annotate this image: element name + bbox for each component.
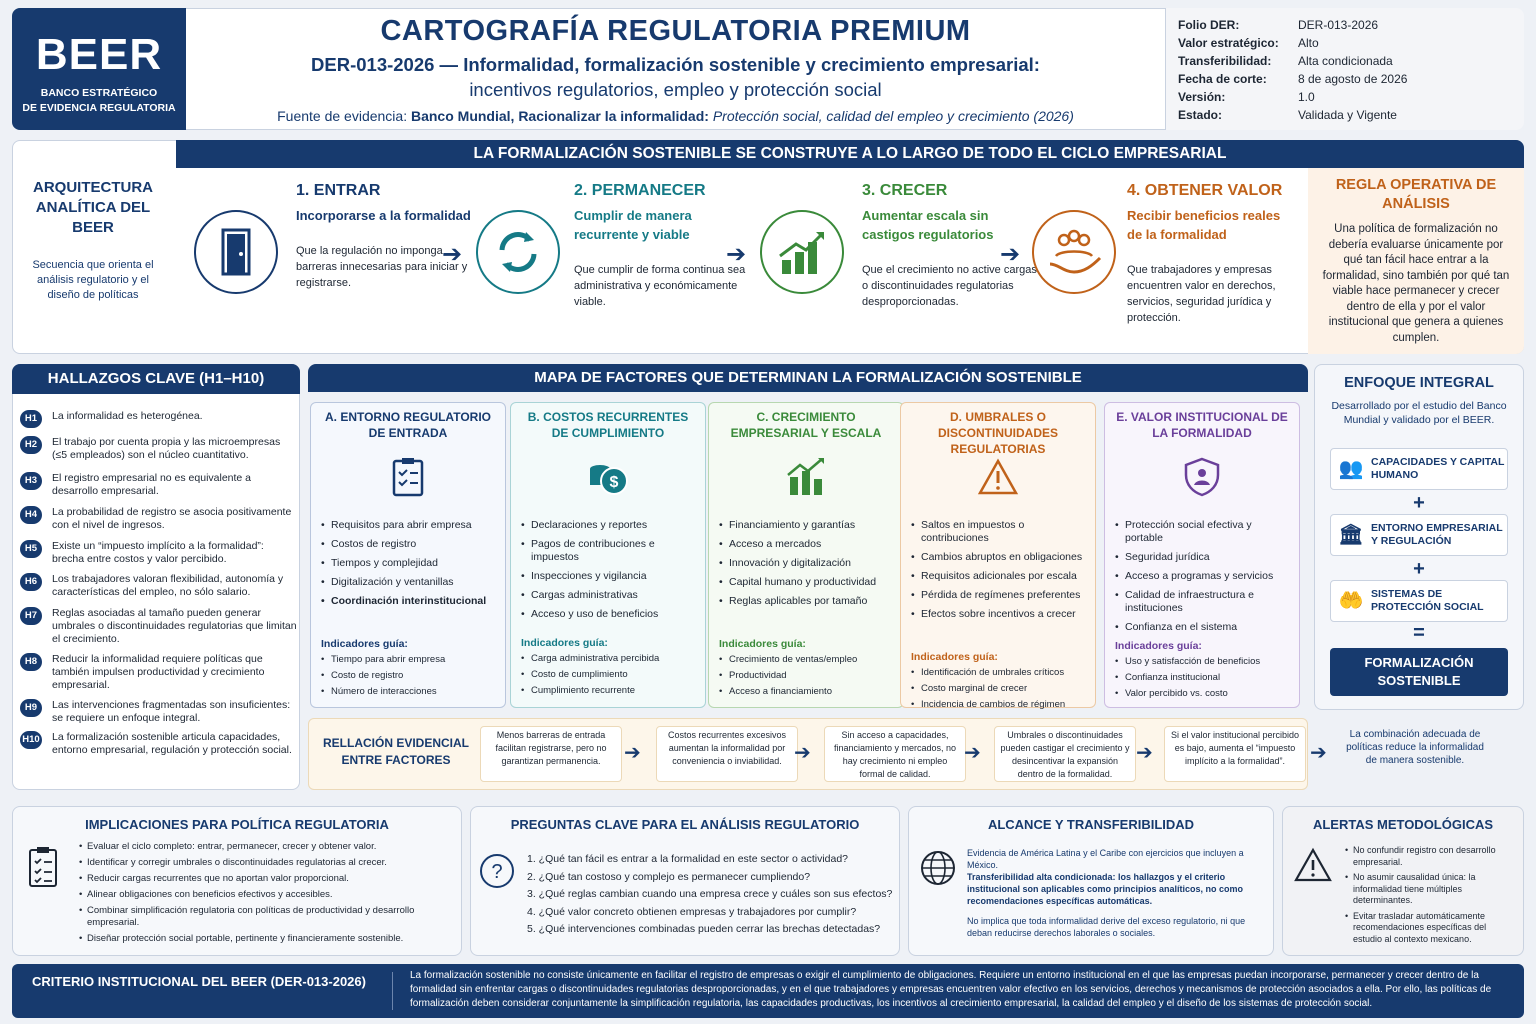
factor-item: • Protección social efectiva y portable (1115, 519, 1289, 545)
svg-text:$: $ (609, 474, 619, 491)
indicator-item: • Tiempo para abrir empresa (321, 654, 495, 666)
meta-value: Alta condicionada (1298, 54, 1393, 68)
factor-list (1115, 519, 1289, 634)
finding-item (20, 731, 298, 757)
criterion-text: La formalización sostenible no consiste únicamente en facilitar el registro de empresas o exigir el cumplimiento de obligaciones. Requiere un entorno institucional en el que las empresas puedan incorporarse, permanecer y crecer dentro de la formalidad sin enfrentar cargas o discontinuidades regulatorias desproporcionadas, y en el que trabajadores y empresas encuentren valor efectivo en los servicios, derechos y mecanismos de protección asociados a ella. Por ello, las políticas de formalización deben considerar conjuntamente la simplificación regulatoria, las capacidades productivas, los incentivos al crecimiento empresarial, la calidad del empleo y el diseño de los sistemas de protección social. (410, 970, 1492, 1009)
meta-key: Fecha de corte: (1178, 72, 1267, 86)
architecture-block (22, 178, 164, 303)
svg-text:?: ? (491, 861, 503, 883)
meta-value: 1.0 (1298, 90, 1315, 104)
indicator-list (911, 667, 1085, 711)
factor-item: • Requisitos para abrir empresa (321, 519, 495, 532)
finding-item (20, 506, 298, 532)
divider (392, 972, 393, 1010)
relation-title: RELLACIÓN EVIDENCIAL ENTRE FACTORES (322, 736, 469, 767)
indicators-label: Indicadores guía: (1115, 640, 1202, 652)
indicator-list (1115, 656, 1289, 700)
question-item: 4. ¿Qué valor concreto obtienen empresas y trabajadores por cumplir? (527, 905, 857, 918)
finding-item (20, 699, 298, 725)
arrow-right-icon: ➔ (1136, 742, 1153, 764)
indicator-list (521, 653, 695, 697)
arrow-right-icon: ➔ (1310, 742, 1327, 764)
institutional-criterion (12, 964, 1524, 1018)
indicators-label: Indicadores guía: (911, 651, 998, 663)
factor-list (719, 519, 893, 608)
rule-title: REGLA OPERATIVA DE ANÁLISIS (1335, 177, 1497, 212)
scope-text (967, 847, 1267, 939)
building-growth-icon (784, 455, 828, 499)
component-label: CAPACIDADES Y CAPITAL HUMANO (1371, 456, 1505, 481)
door-icon (194, 210, 278, 294)
factor-item: • Efectos sobre incentivos a crecer (911, 608, 1085, 621)
finding-tag: H4 (20, 506, 42, 524)
factor-column-entry (310, 402, 506, 708)
meta-value: Validada y Vigente (1298, 108, 1397, 122)
relation-result: La combinación adecuada de políticas reduce la informalidad de manera sostenible. (1346, 729, 1484, 766)
factor-item: • Seguridad jurídica (1115, 551, 1289, 564)
meta-row (1178, 88, 1512, 106)
indicator-item: • Uso y satisfacción de beneficios (1115, 656, 1289, 668)
finding-tag: H1 (20, 410, 42, 428)
hands-protection-icon: 🤲 (1338, 589, 1364, 612)
indicator-item: • Carga administrativa percibida (521, 653, 695, 665)
methodological-alerts (1282, 806, 1524, 956)
finding-text: Reducir la informalidad requiere políticas que también impulsen productividad y crecimiento empresarial. (52, 653, 265, 691)
metadata-panel (1166, 8, 1524, 130)
factor-item: • Inspecciones y vigilancia (521, 570, 695, 583)
component-box (1330, 580, 1508, 622)
alert-item: • No asumir causalidad única: la informalidad tiene múltiples determinantes. (1345, 872, 1517, 907)
meta-key: Versión: (1178, 90, 1226, 104)
indicator-item: • Costo de registro (321, 670, 495, 682)
arrow-right-icon: ➔ (624, 742, 641, 764)
factor-item: • Cargas administrativas (521, 589, 695, 602)
step-title: 1. ENTRAR (296, 182, 381, 199)
step-title: 3. CRECER (862, 182, 948, 199)
implication-item: • Identificar y corregir umbrales o discontinuidades regulatorias al crecer. (79, 857, 459, 869)
cycle-banner: LA FORMALIZACIÓN SOSTENIBLE SE CONSTRUYE A LO LARGO DE TODO EL CICLO EMPRESARIAL (176, 140, 1524, 168)
finding-tag: H8 (20, 653, 42, 671)
factor-item: • Confianza en el sistema (1115, 621, 1289, 634)
finding-tag: H2 (20, 436, 42, 454)
clipboard-checklist-icon (386, 455, 430, 499)
meta-value: Alto (1298, 36, 1319, 50)
step-description: Que la regulación no imponga barreras innecesarias para iniciar y registrarse. (296, 245, 468, 289)
indicator-item: • Número de interacciones (321, 686, 495, 698)
implication-item: • Evaluar el ciclo completo: entrar, permanecer, crecer y obtener valor. (79, 841, 459, 853)
indicator-list (719, 654, 893, 698)
criterion-title: CRITERIO INSTITUCIONAL DEL BEER (DER-013-2026) (32, 974, 366, 989)
factor-item: • Calidad de infraestructura e instituciones (1115, 589, 1289, 615)
indicators-label: Indicadores guía: (321, 638, 408, 650)
source-line (186, 108, 1165, 124)
finding-item (20, 653, 298, 692)
finding-text: Reglas asociadas al tamaño pueden generar umbrales o discontinuidades regulatorias que limitan el crecimiento. (52, 607, 297, 645)
factor-title: A. ENTORNO REGULATORIO DE ENTRADA (324, 410, 491, 440)
rule-text: Una política de formalización no debería evaluarse únicamente por qué tan fácil hace entrar a la formalidad, sino también por qué tan viable hace permanecer y crecer dentro de ella y por el valor institucional que genera a quienes cumplen. (1322, 223, 1510, 344)
component-box (1330, 514, 1508, 556)
factor-item: • Requisitos adicionales por escala (911, 570, 1085, 583)
implication-item: • Combinar simplificación regulatoria con políticas de productividad y desarrollo empresarial. (79, 905, 459, 929)
relation-box: Sin acceso a capacidades, financiamiento y mercados, no hay crecimiento ni empleo formal de calidad. (824, 726, 966, 782)
meta-row (1178, 70, 1512, 88)
factor-item: • Tiempos y complejidad (321, 557, 495, 570)
step-title: 4. OBTENER VALOR (1127, 182, 1283, 199)
indicator-item: • Costo marginal de crecer (911, 683, 1085, 695)
component-box (1330, 448, 1508, 490)
subtitle-line-2: incentivos regulatorios, empleo y protección social (469, 79, 882, 100)
finding-tag: H6 (20, 573, 42, 591)
factor-column-thresholds (900, 402, 1096, 708)
finding-item (20, 573, 298, 599)
factor-item: • Reglas aplicables por tamaño (719, 595, 893, 608)
alert-item: • No confundir registro con desarrollo empresarial. (1345, 845, 1517, 868)
factor-item: • Acceso a mercados (719, 538, 893, 551)
factor-item: • Coordinación interinstitucional (321, 595, 495, 608)
alert-triangle-icon (1293, 847, 1333, 883)
questions-list (527, 851, 897, 939)
indicator-item: • Incidencia de cambios de régimen (911, 699, 1085, 711)
step-subtitle: Cumplir de manera recurrente y viable (574, 208, 692, 242)
arrow-right-icon: ➔ (1000, 241, 1021, 268)
step-description: Que trabajadores y empresas encuentren valor en derechos, servicios, seguridad jurídica y protección. (1127, 264, 1276, 324)
step-value (1127, 182, 1295, 326)
step-subtitle: Incorporarse a la formalidad (296, 208, 471, 223)
question-item: 5. ¿Qué intervenciones combinadas pueden cerrar las brechas detectadas? (527, 923, 881, 935)
question-item: 2. ¿Qué tan costoso y complejo es permanecer cumpliendo? (527, 870, 811, 883)
meta-key: Transferibilidad: (1178, 54, 1272, 68)
finding-text: El registro empresarial no es equivalente a desarrollo empresarial. (52, 472, 252, 497)
architecture-title: ARQUITECTURA ANALÍTICA DEL BEER (33, 179, 153, 236)
implication-item: • Diseñar protección social portable, pertinente y financieramente sostenible. (79, 933, 459, 945)
factor-list (911, 519, 1085, 621)
factors-map-title: MAPA DE FACTORES QUE DETERMINAN LA FORMALIZACIÓN SOSTENIBLE (308, 364, 1308, 392)
finding-item (20, 607, 298, 646)
finding-text: La probabilidad de registro se asocia positivamente con el nivel de ingresos. (52, 506, 292, 531)
step-subtitle: Aumentar escala sin castigos regulatorios (862, 208, 994, 242)
factor-item: • Innovación y digitalización (719, 557, 893, 570)
sustainable-formalization-result: FORMALIZACIÓN SOSTENIBLE (1330, 648, 1508, 696)
indicator-item: • Valor percibido vs. costo (1115, 688, 1289, 700)
integral-subtitle: Desarrollado por el estudio del Banco Mundial y validado por el BEER. (1331, 400, 1507, 426)
factor-item: • Cambios abruptos en obligaciones (911, 551, 1085, 564)
implication-item: • Alinear obligaciones con beneficios efectivos y accesibles. (79, 889, 459, 901)
finding-text: Las intervenciones fragmentadas son insuficientes: se requiere un enfoque integral. (52, 699, 291, 724)
factor-column-growth (708, 402, 904, 708)
shield-person-icon (1180, 455, 1224, 499)
arrow-right-icon: ➔ (794, 742, 811, 764)
finding-text: Los trabajadores valoran flexibilidad, autonomía y características del empleo, no sólo salario. (52, 573, 284, 598)
scope-paragraph: Evidencia de América Latina y el Caribe con ejercicios que incluyen a México. (967, 848, 1244, 870)
meta-value: DER-013-2026 (1298, 18, 1379, 32)
scope-paragraph: Transferibilidad alta condicionada: los hallazgos y el criterio institucional son aplicables como principios analíticos, no como recomendaciones específicas automáticas. (967, 872, 1244, 906)
factor-item: • Saltos en impuestos o contribuciones (911, 519, 1085, 545)
factor-column-costs (510, 402, 706, 708)
arrow-right-icon: ➔ (726, 241, 747, 268)
policy-implications (12, 806, 462, 956)
question-item: 3. ¿Qué reglas cambian cuando una empresa crece y cuáles son sus efectos? (527, 888, 893, 900)
meta-row (1178, 52, 1512, 70)
relation-box: Umbrales o discontinuidades pueden castigar el crecimiento y desincentivar la expansión dentro de la formalidad. (994, 726, 1136, 782)
step-subtitle: Recibir beneficios reales de la formalidad (1127, 208, 1281, 242)
source-bold: Banco Mundial, Racionalizar la informalidad: (410, 108, 713, 124)
alerts-list (1345, 845, 1517, 949)
implications-title: IMPLICACIONES PARA POLÍTICA REGULATORIA (85, 817, 389, 832)
subtitle-line-1: DER-013-2026 — Informalidad, formalización sostenible y crecimiento empresarial: (311, 54, 1040, 75)
meta-key: Valor estratégico: (1178, 36, 1279, 50)
finding-tag: H5 (20, 540, 42, 558)
cycle-arrows-icon (476, 210, 560, 294)
header (186, 8, 1166, 130)
equals-sign: = (1413, 622, 1425, 644)
finding-text: La informalidad es heterogénea. (52, 410, 203, 422)
factor-title: C. CRECIMIENTO EMPRESARIAL Y ESCALA (730, 410, 882, 440)
factor-title: E. VALOR INSTITUCIONAL DE LA FORMALIDAD (1116, 410, 1288, 440)
scope-transferability (908, 806, 1274, 956)
factor-column-value (1104, 402, 1300, 708)
factor-title: D. UMBRALES O DISCONTINUIDADES REGULATORIAS (937, 410, 1058, 456)
factor-item: • Declaraciones y reportes (521, 519, 695, 532)
clipboard-icon (27, 845, 59, 889)
indicator-item: • Costo de cumplimiento (521, 669, 695, 681)
factor-item: • Acceso a programas y servicios (1115, 570, 1289, 583)
step-title: 2. PERMANECER (574, 182, 706, 199)
meta-row (1178, 106, 1512, 124)
arrow-right-icon: ➔ (442, 241, 463, 268)
architecture-subtitle: Secuencia que orienta el análisis regulatorio y el diseño de políticas (32, 259, 154, 301)
logo-line-2: DE EVIDENCIA REGULATORIA (22, 102, 176, 114)
findings-title: HALLAZGOS CLAVE (H1–H10) (12, 364, 300, 394)
implications-list (79, 841, 459, 949)
factor-title: B. COSTOS RECURRENTES DE CUMPLIMIENTO (527, 410, 689, 440)
finding-item (20, 410, 298, 428)
people-group-icon: 👥 (1338, 457, 1364, 480)
coins-dollar-icon (586, 455, 630, 499)
relation-box: Menos barreras de entrada facilitan registrarse, pero no garantizan permanencia. (480, 726, 622, 782)
factor-item: • Financiamiento y garantías (719, 519, 893, 532)
indicator-list (321, 654, 495, 698)
meta-value: 8 de agosto de 2026 (1298, 72, 1408, 86)
questions-title: PREGUNTAS CLAVE PARA EL ANÁLISIS REGULATORIO (510, 817, 860, 832)
source-italic: Protección social, calidad del empleo y crecimiento (2026) (712, 108, 1074, 124)
step-description: Que cumplir de forma continua sea administrativa y económicamente viable. (574, 264, 746, 308)
logo-line-1: BANCO ESTRATÉGICO (40, 87, 158, 99)
indicator-item: • Confianza institucional (1115, 672, 1289, 684)
arrow-right-icon: ➔ (964, 742, 981, 764)
factor-list (521, 519, 695, 621)
globe-icon (919, 849, 957, 887)
finding-item (20, 436, 298, 462)
indicator-item: • Crecimiento de ventas/empleo (719, 654, 893, 666)
alert-item: • Evitar trasladar automáticamente recomendaciones específicas del estudio al contexto mexicano. (1345, 911, 1517, 946)
factor-list (321, 519, 495, 608)
meta-row (1178, 16, 1512, 34)
factor-item: • Pagos de contribuciones e impuestos (521, 538, 695, 564)
meta-key: Estado: (1178, 108, 1223, 122)
integral-title: ENFOQUE INTEGRAL (1344, 375, 1494, 391)
indicators-label: Indicadores guía: (719, 638, 806, 650)
meta-key: Folio DER: (1178, 18, 1240, 32)
component-label: SISTEMAS DE PROTECCIÓN SOCIAL (1371, 588, 1484, 613)
indicator-item: • Cumplimiento recurrente (521, 685, 695, 697)
people-hand-icon (1032, 210, 1116, 294)
finding-tag: H7 (20, 607, 42, 625)
finding-item (20, 540, 298, 566)
meta-row (1178, 34, 1512, 52)
source-label: Fuente de evidencia: (277, 108, 411, 124)
indicators-label: Indicadores guía: (521, 637, 608, 649)
finding-text: El trabajo por cuenta propia y las microempresas (≤5 empleados) son el núcleo cuantitativo. (52, 436, 281, 461)
step-enter (296, 182, 476, 291)
institution-icon: 🏛 (1338, 523, 1364, 546)
question-item: 1. ¿Qué tan fácil es entrar a la formalidad en este sector o actividad? (527, 853, 849, 865)
factor-item: • Acceso y uso de beneficios (521, 608, 695, 621)
implication-item: • Reducir cargas recurrentes que no aportan valor proporcional. (79, 873, 459, 885)
step-description: Que el crecimiento no active cargas o discontinuidades regulatorias desproporcionadas. (862, 264, 1037, 308)
warning-triangle-icon (976, 455, 1020, 499)
component-label: ENTORNO EMPRESARIAL Y REGULACIÓN (1371, 522, 1503, 547)
finding-tag: H9 (20, 699, 42, 717)
factor-item: • Costos de registro (321, 538, 495, 551)
finding-item (20, 472, 298, 498)
operating-rule (1308, 168, 1524, 354)
plus-sign: + (1413, 492, 1425, 514)
scope-title: ALCANCE Y TRANSFERIBILIDAD (987, 817, 1195, 832)
factor-item: • Digitalización y ventanillas (321, 576, 495, 589)
growth-chart-icon (760, 210, 844, 294)
beer-logo (12, 8, 186, 130)
question-icon (479, 853, 515, 889)
finding-text: La formalización sostenible articula capacidades, entorno empresarial, regulación y protección social. (52, 731, 292, 756)
indicator-item: • Productividad (719, 670, 893, 682)
relation-box: Si el valor institucional percibido es bajo, aumenta el “impuesto implícito a la formalidad”. (1164, 726, 1306, 782)
finding-text: Existe un “impuesto implícito a la formalidad”: brecha entre costos y valor percibido. (52, 540, 264, 565)
page-title: CARTOGRAFÍA REGULATORIA PREMIUM (380, 15, 971, 47)
alerts-title: ALERTAS METODOLÓGICAS (1312, 817, 1494, 832)
relation-box: Costos recurrentes excesivos aumentan la informalidad por conveniencia o inviabilidad. (656, 726, 798, 782)
finding-tag: H3 (20, 472, 42, 490)
factor-item: • Capital humano y productividad (719, 576, 893, 589)
indicator-item: • Identificación de umbrales críticos (911, 667, 1085, 679)
indicator-item: • Acceso a financiamiento (719, 686, 893, 698)
scope-paragraph: No implica que toda informalidad derive del exceso regulatorio, ni que deban reducirse derechos laborales o sociales. (967, 916, 1246, 938)
key-questions (470, 806, 900, 956)
factor-item: • Pérdida de regímenes preferentes (911, 589, 1085, 602)
plus-sign: + (1413, 558, 1425, 580)
finding-tag: H10 (20, 731, 42, 749)
logo-text: BEER (35, 30, 163, 79)
